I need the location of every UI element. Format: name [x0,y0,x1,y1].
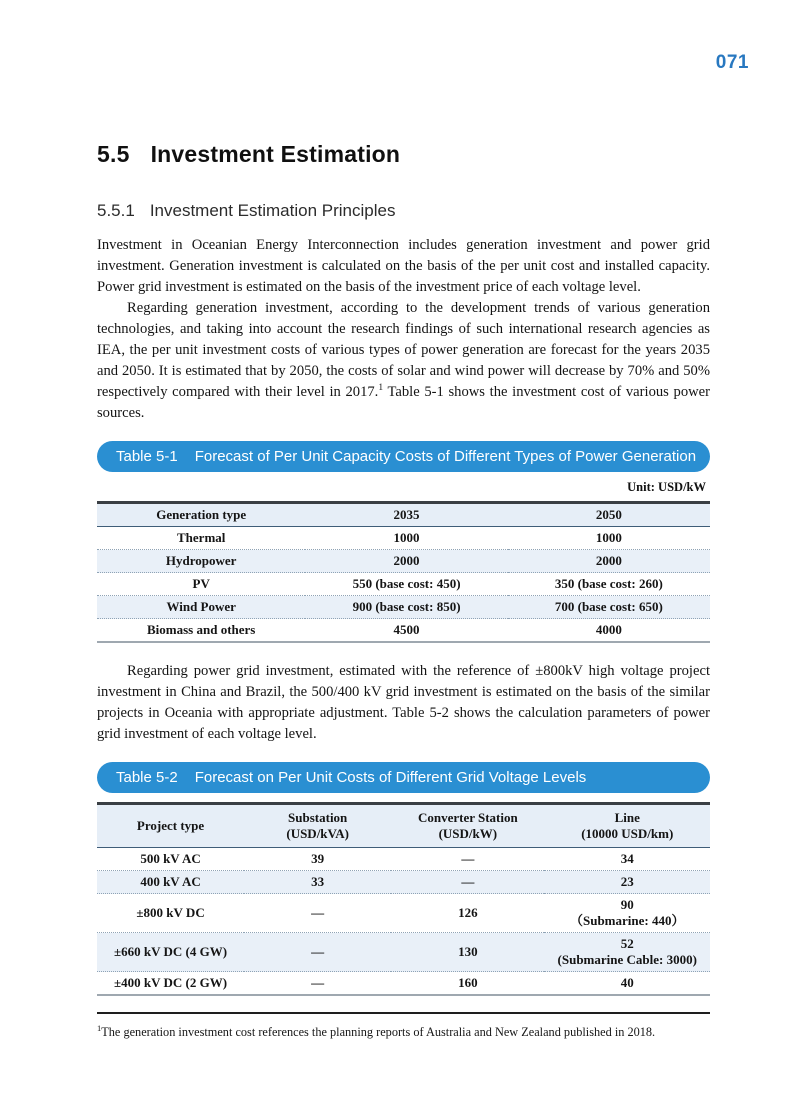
table-row [97,619,710,643]
column-header: 2035 [305,503,507,527]
table-cell: — [391,848,544,871]
footnote-text: The generation investment cost references the planning reports of Australia and New Zealand published in 2018. [101,1025,656,1039]
table-cell: 40 [620,975,634,990]
table-cell: ±400 kV DC (2 GW) [114,975,228,990]
table-cell: 4000 [595,622,622,637]
table-row [97,848,710,871]
table-cell: — [244,933,391,972]
column-header: Generation type [97,503,305,527]
table-cell: Biomass and others [147,622,256,637]
section-number: 5.5 [97,141,130,167]
table-row [97,527,710,550]
table-row [97,573,710,596]
table-cell: Wind Power [97,596,305,619]
column-header: Project type [97,804,244,848]
table2-container [97,802,710,996]
footnote-reference: 1 [378,383,384,394]
table-cell: 130 [391,933,544,972]
column-header: Substation (USD/kVA) [244,804,391,848]
subsection-heading [97,201,710,221]
table-cell: 2000 [305,550,507,573]
table2 [97,802,710,996]
table-header-row [97,503,710,527]
table-cell: Hydropower [97,550,305,573]
table-cell: 126 [391,894,544,933]
table-cell: 1000 [508,527,710,550]
column-header: Line (10000 USD/km) [544,804,710,848]
table-cell: PV [97,573,305,596]
table-cell: 52 (Submarine Cable: 3000) [544,933,710,972]
page-number: 071 [715,52,749,73]
table-cell: ±660 kV DC (4 GW) [97,933,244,972]
column-header: Converter Station (USD/kW) [391,804,544,848]
paragraph-text: Regarding generation investment, according to the development trends of various generation technologies, and taking into account the research findings of such international research agencies as IEA, the per unit investment costs of various types of power generation are forecast for the years 2035 and 2050. It is estimated that by 2050, the costs of solar and wind power will decrease by 70% and 50% respectively compared with their level in 2017. [97,300,710,400]
table-row [97,894,710,933]
paragraph-grid-investment: Regarding power grid investment, estimated with the reference of ±800kV high voltage project investment in China and Brazil, the 500/400 kV grid investment is estimated on the basis of the similar projects in Oceania with appropriate adjustment. Table 5-2 shows the calculation parameters of power grid investment of each voltage level. [97,663,710,742]
table-cell: 34 [544,848,710,871]
section-title: Investment Estimation [150,141,401,167]
table-cell: 160 [458,975,478,990]
table-cell: 900 (base cost: 850) [305,596,507,619]
table-row [97,550,710,573]
subsection-number: 5.5.1 [97,201,135,220]
table1-title-bar [97,441,710,472]
footnote [97,1022,710,1040]
table-cell: 500 kV AC [97,848,244,871]
table-cell: — [244,894,391,933]
table-cell: ±800 kV DC [97,894,244,933]
footnote-marker: 1 [97,1022,102,1033]
table-cell: 90 （Submarine: 440） [544,894,710,933]
table-header-row [97,804,710,848]
table1-container [97,501,710,643]
table2-title-bar [97,762,710,793]
subsection-title: Investment Estimation Principles [149,201,396,220]
table-cell: — [391,871,544,894]
column-header: 2050 [508,503,710,527]
table-row [97,871,710,894]
table-cell: 39 [244,848,391,871]
page-content [97,0,710,1040]
table2-label: Table 5-2 [116,769,178,786]
table-cell: 350 (base cost: 260) [508,573,710,596]
paragraph-intro: Investment in Oceanian Energy Interconnection includes generation investment and power grid investment. Generation investment is calculated on the basis of the per unit cost and installed capacity. Power grid investment is estimated on the basis of the investment price of each voltage level. [97,237,710,295]
paragraph-text: Table 5-1 shows the investment cost of various power sources. [97,384,710,421]
table-row [97,972,710,996]
table-cell: 550 (base cost: 450) [305,573,507,596]
table-cell: 33 [244,871,391,894]
table1-title: Forecast of Per Unit Capacity Costs of Different Types of Power Generation [194,448,697,465]
table1 [97,501,710,643]
table-cell: — [311,975,325,990]
footnote-divider [97,1012,710,1014]
table-cell: 4500 [393,622,420,637]
section-heading [97,141,710,168]
table-row [97,596,710,619]
table2-title: Forecast on Per Unit Costs of Different Grid Voltage Levels [194,769,587,786]
table-cell: 700 (base cost: 650) [508,596,710,619]
table1-unit-label: Unit: USD/kW [627,480,706,494]
table-cell: 23 [544,871,710,894]
table-cell: 400 kV AC [97,871,244,894]
paragraph-generation-investment [97,298,710,424]
table-cell: 1000 [305,527,507,550]
table-cell: 2000 [508,550,710,573]
table-cell: Thermal [97,527,305,550]
table1-label: Table 5-1 [116,448,178,465]
table-row [97,933,710,972]
